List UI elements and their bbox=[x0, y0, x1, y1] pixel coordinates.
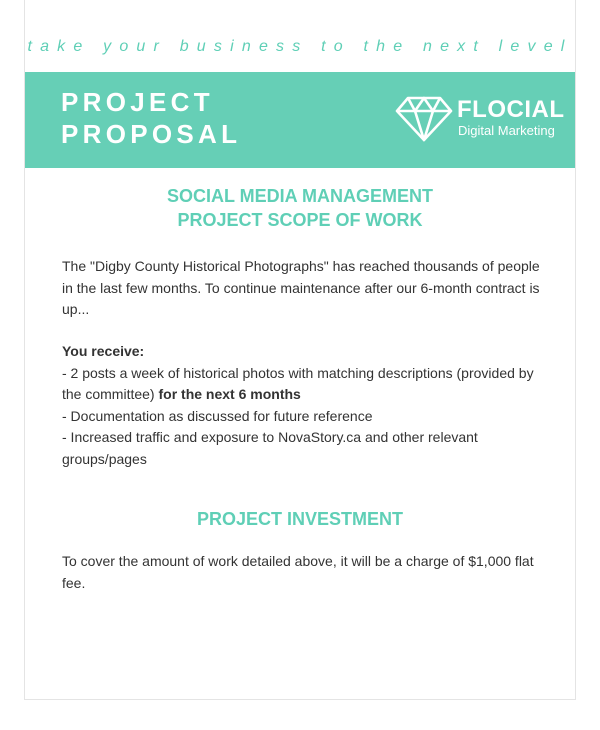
deliverable-item-text: - 2 posts a week of historical photos with matching descriptions (provided by the committee) bbox=[62, 364, 534, 402]
document-title bbox=[61, 86, 241, 150]
brand-name: FLOCIAL bbox=[457, 96, 565, 123]
deliverable-item bbox=[62, 363, 542, 406]
brand-logo bbox=[395, 94, 570, 146]
deliverable-item: - Increased traffic and exposure to NovaStory.ca and other relevant groups/pages bbox=[62, 429, 478, 467]
title-line-2: PROPOSAL bbox=[61, 119, 242, 149]
intro-paragraph: The "Digby County Historical Photographs" has reached thousands of people in the last few months. To continue maintenance after our 6-month contract is up... bbox=[62, 258, 540, 317]
scope-heading bbox=[25, 184, 575, 232]
investment-heading: PROJECT INVESTMENT bbox=[196, 509, 404, 529]
deliverable-item: - Documentation as discussed for future reference bbox=[62, 407, 373, 424]
diamond-icon bbox=[395, 95, 453, 143]
deliverables-section bbox=[62, 341, 542, 470]
brand-tagline: Digital Marketing bbox=[458, 123, 555, 138]
header-banner bbox=[25, 72, 575, 168]
receive-label: You receive: bbox=[62, 343, 145, 359]
scope-heading-line-2: PROJECT SCOPE OF WORK bbox=[177, 210, 423, 230]
deliverable-item-emphasis: for the next 6 months bbox=[158, 386, 301, 402]
scope-heading-line-1: SOCIAL MEDIA MANAGEMENT bbox=[166, 186, 433, 206]
investment-paragraph: To cover the amount of work detailed above, it will be a charge of $1,000 flat fee. bbox=[62, 553, 534, 591]
proposal-page bbox=[24, 0, 576, 700]
tagline: take your business to the next level bbox=[27, 38, 573, 55]
title-line-1: PROJECT bbox=[61, 87, 214, 117]
